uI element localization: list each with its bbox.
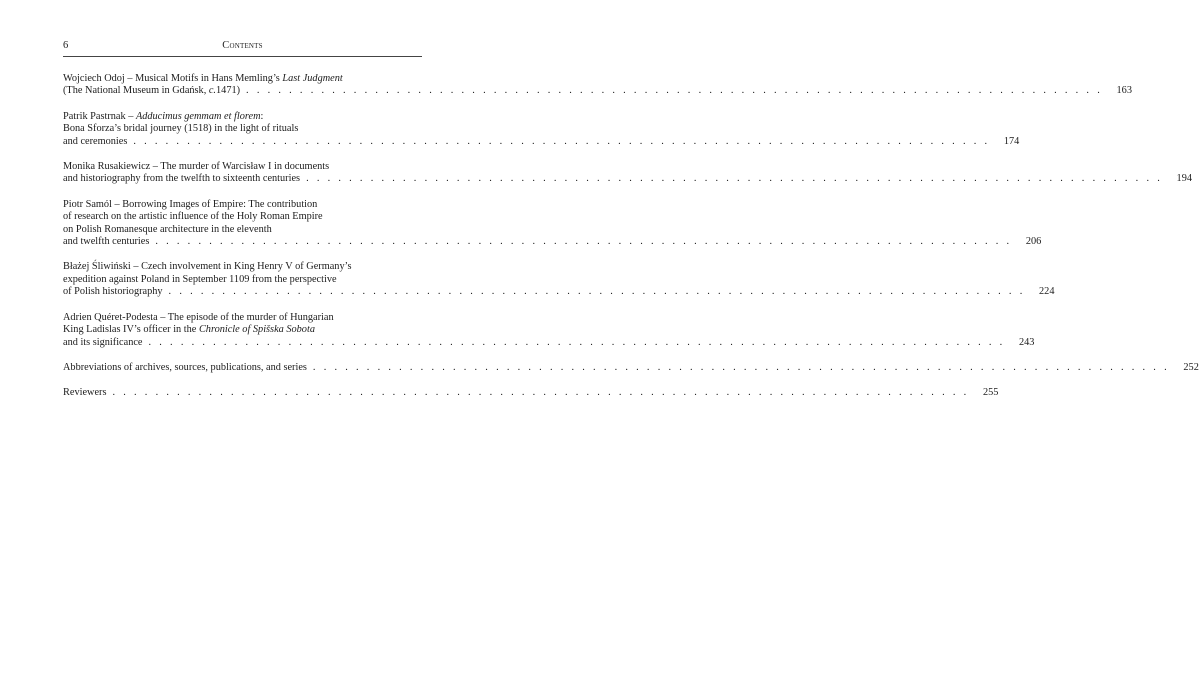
toc-entry-text [63,261,351,272]
toc-entry [63,261,1055,298]
toc-page-number: 255 [982,387,999,399]
toc-entry [63,161,1192,186]
text-segment: on Polish Romanesque architecture in the eleventh [63,223,272,235]
toc-entry-text [63,85,240,97]
toc-entry-text [63,161,329,172]
italic-title: c. [208,85,217,97]
toc-entry-text [63,236,149,248]
text-segment: of research on the artistic influence of the Holy Roman Empire [63,211,323,223]
text-segment: : [260,110,264,122]
running-header [63,40,422,57]
toc-entry-line [63,336,1035,349]
dot-leader: ................................................................................ [312,361,1175,373]
toc-entry-text [63,199,317,210]
dot-leader: ................................................................................ [246,85,1108,97]
text-segment: and twelfth centuries [63,236,150,248]
toc-page-number: 206 [1025,236,1042,248]
text-segment: expedition against Poland in September 1109 from the perspective [63,273,337,285]
text-segment: Abbreviations of archives, sources, publications, and series [63,361,307,373]
toc-entry-text [63,286,163,298]
toc-entry-text [63,123,298,134]
toc-page-number: 224 [1039,286,1055,298]
text-segment: Adrien Quéret-Podesta – The episode of the murder of Hungarian [63,311,334,323]
toc-entry-line [63,135,1020,148]
toc-entry-text [63,73,343,84]
toc-entry [63,198,1042,249]
text-segment: (The National Museum in Gdańsk, [63,85,209,97]
toc-entry [63,311,1035,349]
toc-entry-line [63,236,1042,248]
toc-entry [63,387,999,399]
toc-page-number: 243 [1018,336,1035,348]
dot-leader: ................................................................................ [112,387,975,399]
toc-entry-line [63,161,422,173]
dot-leader: ................................................................................ [148,336,1011,348]
dot-leader: ................................................................................ [168,286,1031,298]
italic-title: Last Judgment [282,73,343,84]
toc-entry-line [63,73,422,85]
text-segment: Patrik Pastrnak – [63,110,136,122]
toc-entry-text [63,274,337,285]
toc-entry-line [63,111,422,123]
toc-entry-line [63,224,422,236]
text-segment: Piotr Samól – Borrowing Images of Empire: The contribution [63,198,318,210]
toc-entry-text [63,211,323,222]
toc-page-number: 163 [1116,85,1132,97]
toc-entry-text [63,362,307,374]
text-segment: Wojciech Odoj – Musical Motifs in Hans Memling’s [63,73,283,84]
toc-entry-line [63,261,422,273]
toc-entry-line [63,286,1055,298]
text-segment: of Polish historiography [63,286,163,298]
toc-entry-line [63,324,422,336]
toc-entry-line [63,312,422,324]
table-of-contents [63,73,1199,413]
text-segment: and historiography from the twelfth to sixteenth centuries [63,173,301,185]
toc-entry-line [63,274,422,286]
dot-leader: ................................................................................ [306,173,1168,185]
text-segment: Monika Rusakiewicz – The murder of Warcisław I in documents [63,161,330,173]
text-segment: and ceremonies [63,135,128,147]
toc-page-number: 174 [1003,135,1020,147]
toc-entry-text [63,136,127,148]
dot-leader: ................................................................................ [133,135,996,147]
toc-entry-text [63,111,263,122]
toc-entry-text [63,224,272,235]
page-number: 6 [63,40,69,51]
toc-entry [63,361,1199,374]
toc-entry-text [63,324,315,335]
toc-page-number: 194 [1176,173,1192,185]
toc-entry-text [63,387,106,399]
toc-entry-line [63,361,1199,374]
running-title: Contents [222,40,263,51]
text-segment: King Ladislas IV’s officer in the [63,324,199,336]
toc-entry-line [63,387,999,399]
toc-entry [63,73,1132,98]
toc-entry-text [63,312,334,323]
text-segment: Reviewers [63,387,107,399]
toc-entry-line [63,199,422,211]
toc-entry-text [63,337,143,349]
italic-title: Adducimus gemmam et florem [135,110,261,122]
toc-entry-line [63,123,422,135]
text-segment: Bona Sforza’s bridal journey (1518) in the light of rituals [63,123,299,135]
text-segment: Błażej Śliwiński – Czech involvement in King Henry V of Germany’s [63,261,352,273]
toc-entry-text [63,173,300,185]
text-segment: and its significance [63,336,143,348]
toc-entry-line [63,211,422,223]
dot-leader: ................................................................................ [155,236,1018,248]
text-segment: 1471) [216,85,241,97]
toc-entry-line [63,85,1132,97]
toc-page-number: 252 [1183,361,1199,373]
italic-title: Chronicle of Spišska Sobota [198,324,315,336]
toc-entry-line [63,173,1192,185]
toc-entry [63,110,1020,148]
